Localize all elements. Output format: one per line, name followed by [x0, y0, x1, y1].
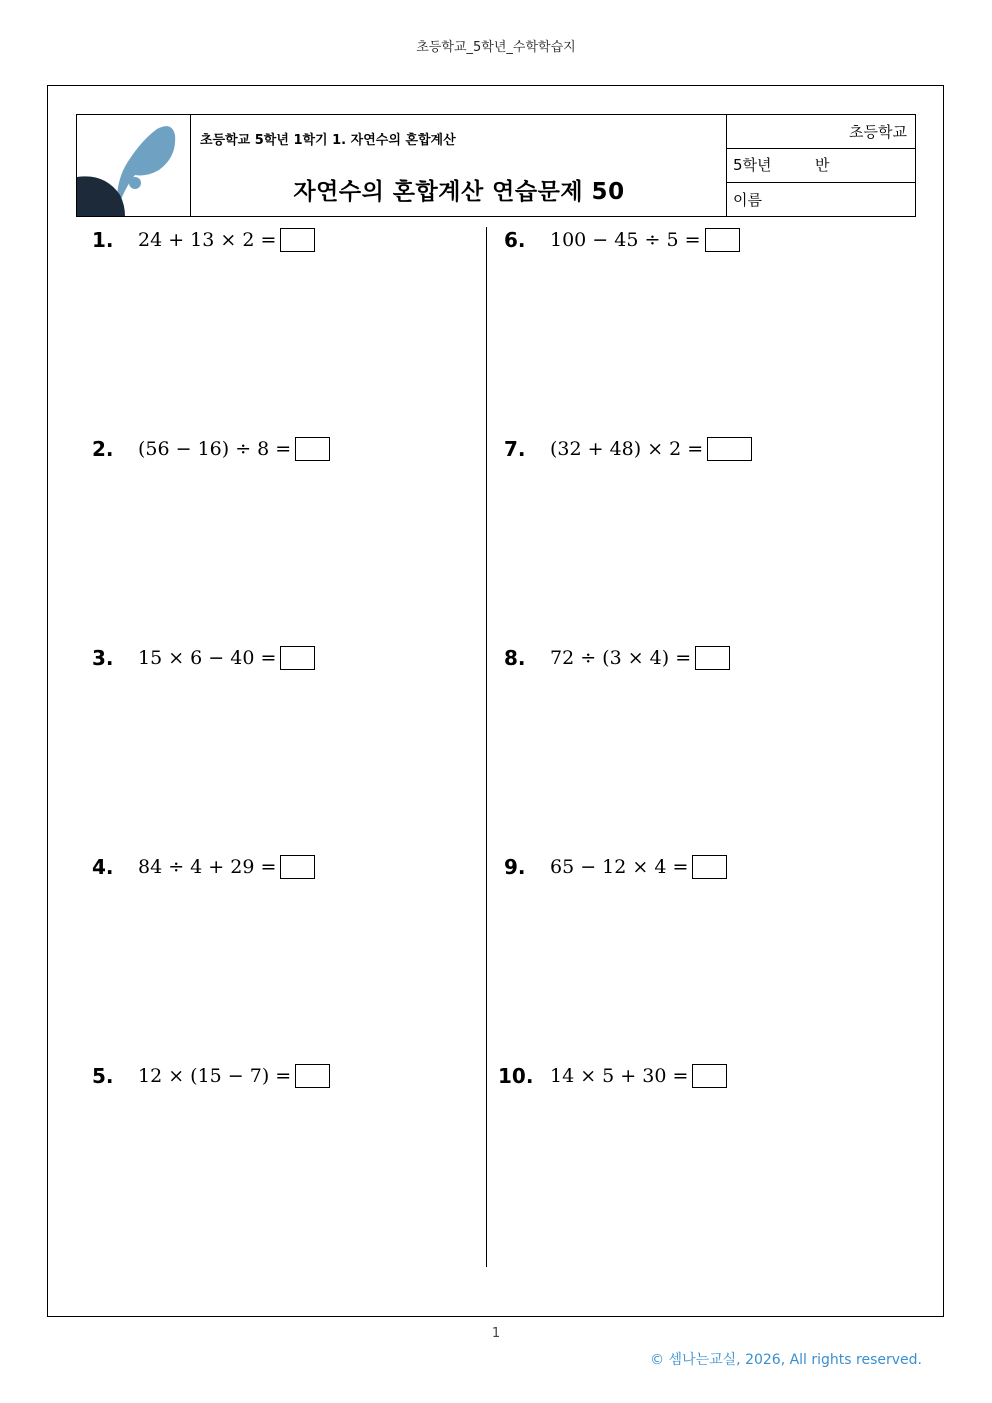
problem-8 — [504, 643, 730, 673]
worksheet-subtitle: 초등학교 5학년 1학기 1. 자연수의 혼합계산 — [200, 133, 456, 148]
problem-3 — [92, 643, 315, 673]
problem-expression: 12 × (15 − 7) = — [138, 1065, 292, 1087]
problem-number: 10. — [498, 1064, 534, 1088]
problem-9 — [504, 852, 727, 882]
answer-box[interactable] — [280, 228, 315, 252]
problem-number: 8. — [504, 646, 526, 670]
student-info — [727, 115, 915, 216]
problem-number: 6. — [504, 228, 526, 252]
problem-1 — [92, 225, 315, 255]
answer-box[interactable] — [295, 437, 330, 461]
problem-number: 4. — [92, 855, 114, 879]
answer-box[interactable] — [692, 855, 727, 879]
problem-expression: 15 × 6 − 40 = — [138, 647, 277, 669]
problem-expression: 84 ÷ 4 + 29 = — [138, 856, 277, 878]
problem-expression: (32 + 48) × 2 = — [550, 438, 704, 460]
answer-box[interactable] — [707, 437, 752, 461]
logo-base-shape — [77, 176, 125, 216]
school-field[interactable] — [727, 115, 915, 149]
logo-droplet-shape — [129, 177, 141, 189]
problem-10 — [498, 1061, 727, 1091]
problem-6 — [504, 225, 740, 255]
name-field[interactable] — [727, 183, 915, 217]
class-label: 반 — [815, 156, 830, 174]
page-top-caption: 초등학교_5학년_수학학습지 — [416, 40, 576, 55]
problem-number: 7. — [504, 437, 526, 461]
logo — [77, 115, 191, 216]
copyright-notice: © 셈나는교실, 2026, All rights reserved. — [650, 1352, 922, 1368]
problem-expression: 14 × 5 + 30 = — [550, 1065, 689, 1087]
school-label: 초등학교 — [849, 123, 907, 141]
worksheet-title: 자연수의 혼합계산 연습문제 50 — [293, 179, 625, 205]
answer-box[interactable] — [280, 646, 315, 670]
problem-number: 3. — [92, 646, 114, 670]
problem-expression: 100 − 45 ÷ 5 = — [550, 229, 701, 251]
page-number: 1 — [491, 1326, 501, 1341]
answer-box[interactable] — [695, 646, 730, 670]
problem-number: 2. — [92, 437, 114, 461]
logo-drop-shape — [117, 126, 175, 210]
answer-box[interactable] — [692, 1064, 727, 1088]
problem-5 — [92, 1061, 330, 1091]
name-label: 이름 — [733, 191, 762, 209]
problem-number: 1. — [92, 228, 114, 252]
column-divider — [486, 227, 487, 1267]
problem-expression: 65 − 12 × 4 = — [550, 856, 689, 878]
answer-box[interactable] — [705, 228, 740, 252]
problem-expression: (56 − 16) ÷ 8 = — [138, 438, 292, 460]
grade-label: 5학년 — [733, 156, 772, 174]
class-field[interactable] — [727, 149, 915, 183]
answer-box[interactable] — [280, 855, 315, 879]
water-drop-logo-icon — [77, 115, 191, 216]
worksheet-frame — [47, 85, 944, 1317]
problem-expression: 24 + 13 × 2 = — [138, 229, 277, 251]
worksheet-header — [76, 114, 916, 217]
problem-number: 9. — [504, 855, 526, 879]
answer-box[interactable] — [295, 1064, 330, 1088]
problem-expression: 72 ÷ (3 × 4) = — [550, 647, 692, 669]
problem-number: 5. — [92, 1064, 114, 1088]
problem-7 — [504, 434, 752, 464]
problem-4 — [92, 852, 315, 882]
problem-2 — [92, 434, 330, 464]
title-cell — [191, 115, 727, 216]
